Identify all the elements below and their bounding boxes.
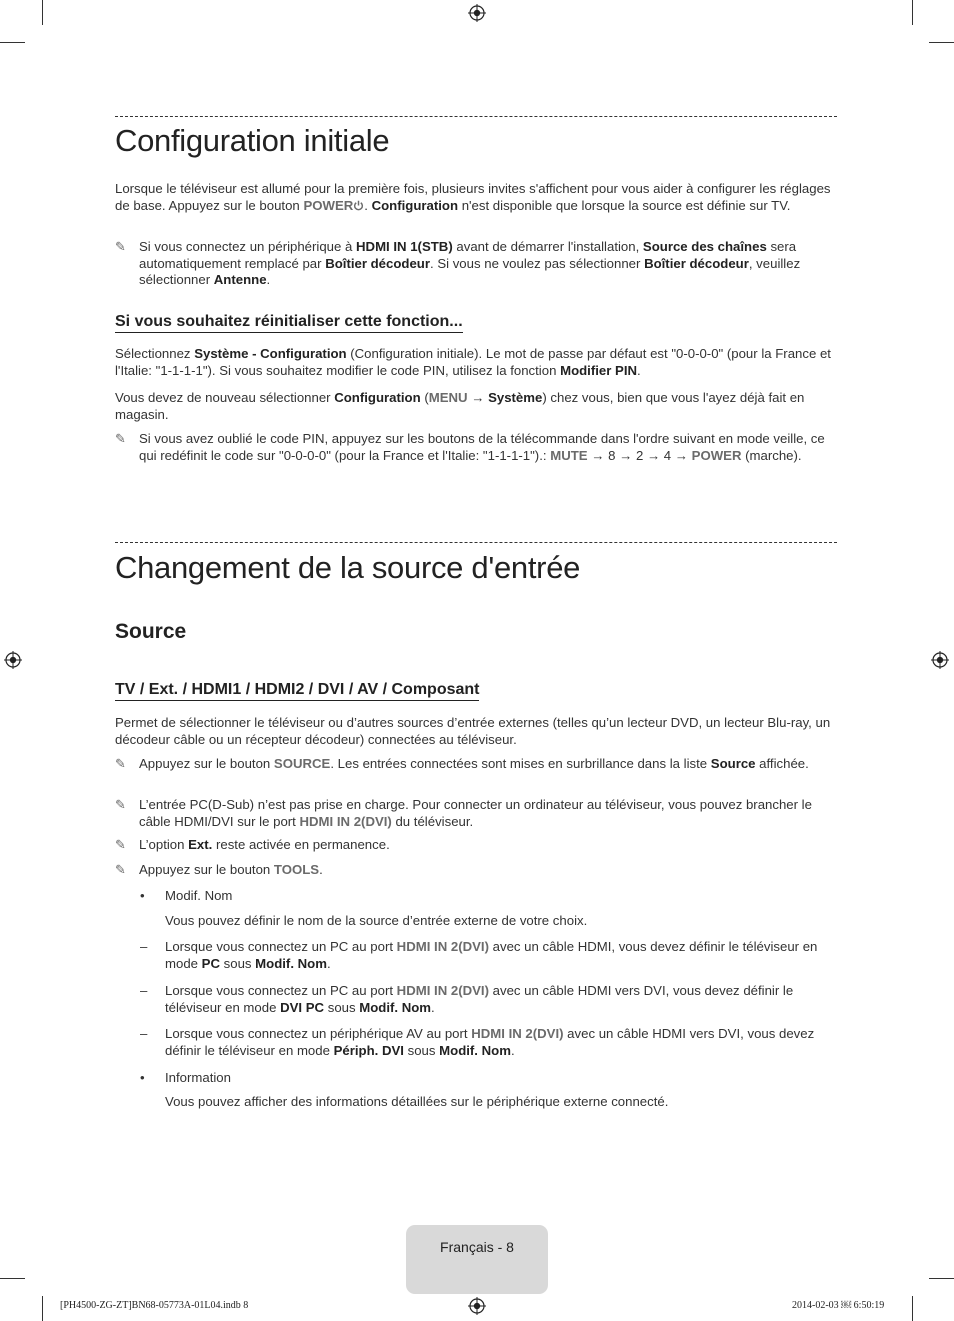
dash-marker: – bbox=[140, 1026, 148, 1041]
registration-mark-icon bbox=[931, 651, 949, 669]
registration-mark-icon bbox=[468, 1297, 486, 1315]
list-item-desc: Vous pouvez afficher des informations détaillées sur le périphérique externe connecté. bbox=[165, 1094, 669, 1109]
note-icon: ✎ bbox=[115, 239, 126, 254]
section-divider bbox=[115, 542, 837, 543]
list-item: – Lorsque vous connectez un PC au port HDMI IN 2(DVI) avec un câble HDMI vers DVI, vous devez définir le téléviseur en mode DVI PC sous Modif. Nom. bbox=[140, 983, 794, 1015]
registration-mark-icon bbox=[4, 651, 22, 669]
crop-mark bbox=[929, 1278, 954, 1279]
page-number-tab bbox=[406, 1225, 548, 1294]
print-slug-right: 2014-02-03 ￼ 6:50:19 bbox=[792, 1300, 885, 1311]
note-icon: ✎ bbox=[115, 756, 126, 771]
list-item: – Lorsque vous connectez un périphérique AV au port HDMI IN 2(DVI) avec un câble HDMI vers DVI, vous devez définir le téléviseur en mode Périph. DVI sous Modif. Nom. bbox=[140, 1026, 815, 1058]
crop-mark bbox=[0, 42, 25, 43]
dash-marker: – bbox=[140, 939, 148, 954]
section-divider bbox=[115, 116, 837, 117]
crop-mark bbox=[42, 1296, 43, 1321]
section-title: Changement de la source d'entrée bbox=[115, 550, 581, 585]
bullet-marker: • bbox=[140, 1070, 145, 1085]
dash-marker: – bbox=[140, 983, 148, 998]
note-item: ✎ Si vous avez oublié le code PIN, appuyez sur les boutons de la télécommande dans l'ordre suivant en mode veille, ce qui redéfinit le code sur "0-0-0-0" (pour la France et l'Italie: "1-1-1-1").: MUTE → 8 → 2 → 4 → POWER (marche). bbox=[115, 431, 825, 463]
crop-mark bbox=[0, 1278, 25, 1279]
section-subtitle: Source bbox=[115, 620, 187, 643]
note-icon: ✎ bbox=[115, 797, 126, 812]
page-number: Français - 8 bbox=[440, 1239, 514, 1255]
crop-mark bbox=[912, 0, 913, 25]
registration-mark-icon bbox=[468, 4, 486, 22]
list-item bbox=[140, 888, 837, 905]
list-item bbox=[140, 1070, 837, 1087]
print-slug-left: [PH4500-ZG-ZT]BN68-05773A-01L04.indb 8 bbox=[60, 1300, 249, 1311]
list-item: – Lorsque vous connectez un PC au port HDMI IN 2(DVI) avec un câble HDMI, vous devez définir le téléviseur en mode PC sous Modif. Nom. bbox=[140, 939, 818, 971]
subheading: Si vous souhaitez réinitialiser cette fonction... bbox=[115, 313, 463, 333]
section-title: Configuration initiale bbox=[115, 123, 390, 158]
note-icon: ✎ bbox=[115, 837, 126, 852]
list-item-desc: Vous pouvez définir le nom de la source d’entrée externe de votre choix. bbox=[165, 913, 588, 928]
note-item: ✎ L’option Ext. reste activée en permanence. bbox=[115, 837, 390, 852]
note-item: ✎ Appuyez sur le bouton SOURCE. Les entrées connectées sont mises en surbrillance dans la liste Source affichée. bbox=[115, 756, 809, 771]
note-item: ✎ Appuyez sur le bouton TOOLS. bbox=[115, 862, 323, 877]
subheading: TV / Ext. / HDMI1 / HDMI2 / DVI / AV / Composant bbox=[115, 681, 479, 701]
paragraph: Vous devez de nouveau sélectionner Configuration (MENU → Système) chez vous, bien que vous l'ayez déjà fait en magasin. bbox=[115, 390, 805, 422]
intro-paragraph: Lorsque le téléviseur est allumé pour la première fois, plusieurs invites s'affichent pour vous aider à configurer les réglages de base. Appuyez sur le bouton POWER . Configuration n'est disponible que lorsque la source est définie sur TV. bbox=[115, 181, 831, 213]
note-item: ✎ Si vous connectez un périphérique à HDMI IN 1(STB) avant de démarrer l'installation, Source des chaînes sera automatiquement remplacé par Boîtier décodeur. Si vous ne voulez pas sélectionner Boîtier décodeur, veuillez sélectionner Antenne. bbox=[115, 239, 801, 288]
crop-mark bbox=[912, 1296, 913, 1321]
bullet-marker: • bbox=[140, 888, 145, 903]
power-icon bbox=[353, 200, 364, 211]
bullet-title: Information bbox=[165, 1070, 231, 1085]
crop-mark bbox=[929, 42, 954, 43]
note-icon: ✎ bbox=[115, 862, 126, 877]
crop-mark bbox=[42, 0, 43, 25]
paragraph: Sélectionnez Système - Configuration (Configuration initiale). Le mot de passe par défaut est "0-0-0-0" (pour la France et l'Italie: "1-1-1-1"). Si vous souhaitez modifier le code PIN, utilisez la fonction Modifier PIN. bbox=[115, 346, 831, 378]
paragraph: Permet de sélectionner le téléviseur ou d’autres sources d’entrée externes (telles qu’un lecteur DVD, un lecteur Blu-ray, un décodeur câble ou un récepteur décodeur) connectées au téléviseur. bbox=[115, 715, 831, 747]
bullet-title: Modif. Nom bbox=[165, 888, 233, 903]
note-icon: ✎ bbox=[115, 431, 126, 446]
note-item: ✎ L’entrée PC(D-Sub) n’est pas prise en charge. Pour connecter un ordinateur au téléviseur, vous pouvez brancher le câble HDMI/DVI sur le port HDMI IN 2(DVI) du téléviseur. bbox=[115, 797, 812, 829]
